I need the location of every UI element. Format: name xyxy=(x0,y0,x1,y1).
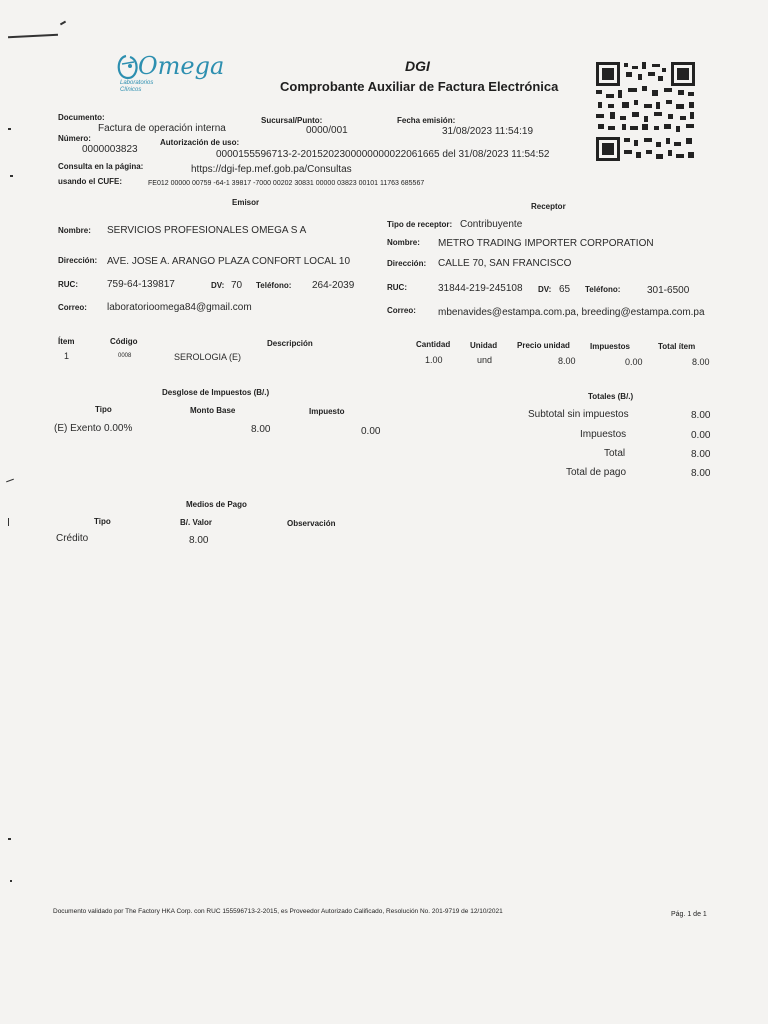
items-header-cantidad: Cantidad xyxy=(416,340,451,349)
documento-label: Documento: xyxy=(58,113,105,122)
emisor-direccion-value: AVE. JOSE A. ARANGO PLAZA CONFORT LOCAL 10 xyxy=(107,256,351,267)
receptor-direccion-value: CALLE 70, SAN FRANCISCO xyxy=(438,258,572,269)
item-total: 8.00 xyxy=(692,357,710,367)
autorizacion-value: 0000155596713-2-2015202300000000022061665 del 31/08/2023 11:54:52 xyxy=(216,149,550,160)
emisor-telefono-label: Teléfono: xyxy=(256,281,292,290)
scan-mark xyxy=(10,880,12,882)
emisor-ruc-value: 759-64-139817 xyxy=(107,279,175,290)
total-value: 8.00 xyxy=(691,449,711,460)
item-description: SEROLOGIA (E) xyxy=(174,352,242,362)
receptor-nombre-value: METRO TRADING IMPORTER CORPORATION xyxy=(438,238,654,249)
impuestos-total-value: 0.00 xyxy=(691,430,711,441)
cufe-label: usando el CUFE: xyxy=(58,177,123,186)
totales-title: Totales (B/.) xyxy=(588,392,634,401)
qr-code xyxy=(594,60,697,163)
consulta-value: https://dgi-fep.mef.gob.pa/Consultas xyxy=(191,164,352,175)
numero-label: Número: xyxy=(58,134,91,143)
items-header-precio: Precio unidad xyxy=(517,341,570,350)
impuestos-tipo: (E) Exento 0.00% xyxy=(54,423,133,434)
numero-value: 0000003823 xyxy=(82,144,138,155)
medios-tipo: Crédito xyxy=(56,533,89,544)
scan-mark xyxy=(8,518,9,526)
agency-name: DGI xyxy=(405,58,430,74)
receptor-section-title: Receptor xyxy=(531,202,566,211)
footer-validation: Documento validado por The Factory HKA Corp. con RUC 155596713-2-2015, es Proveedor Autorizado Calificado, Resolución No. 201-9719 de 12/10/2021 xyxy=(53,908,503,915)
consulta-label: Consulta en la página: xyxy=(58,162,144,171)
medios-pago-title: Medios de Pago xyxy=(186,500,247,509)
emisor-correo-label: Correo: xyxy=(58,303,87,312)
impuestos-impuesto: 0.00 xyxy=(361,426,381,437)
item-number: 1 xyxy=(64,351,70,361)
autorizacion-label: Autorización de uso: xyxy=(160,138,240,147)
documento-value: Factura de operación interna xyxy=(98,123,226,134)
logo-text: Omega xyxy=(138,52,225,80)
item-price: 8.00 xyxy=(558,356,576,366)
scan-mark xyxy=(60,21,66,26)
items-header-codigo: Código xyxy=(110,337,138,346)
receptor-tipo-label: Tipo de receptor: xyxy=(387,220,453,229)
sucursal-label: Sucursal/Punto: xyxy=(261,116,323,125)
scan-mark xyxy=(8,838,11,840)
receptor-telefono-label: Teléfono: xyxy=(585,285,621,294)
item-quantity: 1.00 xyxy=(425,355,443,365)
item-unit: und xyxy=(477,355,493,365)
impuestos-title: Desglose de Impuestos (B/.) xyxy=(162,388,270,397)
receptor-tipo-value: Contribuyente xyxy=(460,219,523,230)
item-code: 0008 xyxy=(118,353,132,359)
receptor-nombre-label: Nombre: xyxy=(387,238,420,247)
emisor-ruc-label: RUC: xyxy=(58,280,78,289)
sucursal-value: 0000/001 xyxy=(306,125,348,136)
impuestos-total-label: Impuestos xyxy=(580,429,627,440)
impuestos-header-monto: Monto Base xyxy=(190,406,236,415)
scan-mark xyxy=(8,128,11,130)
subtotal-label: Subtotal sin impuestos xyxy=(528,409,629,420)
fecha-value: 31/08/2023 11:54:19 xyxy=(442,126,534,137)
subtotal-value: 8.00 xyxy=(691,410,711,421)
emisor-telefono-value: 264-2039 xyxy=(312,280,355,291)
receptor-dv-label: DV: xyxy=(538,285,552,294)
emisor-dv-label: DV: xyxy=(211,281,225,290)
impuestos-header-impuesto: Impuesto xyxy=(309,407,345,416)
medios-valor: 8.00 xyxy=(189,535,209,546)
items-header-total: Total ítem xyxy=(658,342,696,351)
emisor-nombre-label: Nombre: xyxy=(58,226,91,235)
emisor-nombre-value: SERVICIOS PROFESIONALES OMEGA S A xyxy=(107,225,307,236)
cufe-value: FE012 00000 00759 -64-1 39817 -7000 00202 30831 00000 03823 00101 11763 685567 xyxy=(148,180,425,187)
total-pago-value: 8.00 xyxy=(691,468,711,479)
emisor-dv-value: 70 xyxy=(231,280,243,291)
receptor-dv-value: 65 xyxy=(559,284,571,295)
medios-header-observacion: Observación xyxy=(287,519,336,528)
logo-subtext: Laboratorios Clínicos xyxy=(120,80,154,93)
fecha-label: Fecha emisión: xyxy=(397,116,456,125)
item-tax: 0.00 xyxy=(625,357,643,367)
total-pago-label: Total de pago xyxy=(566,467,627,478)
receptor-telefono-value: 301-6500 xyxy=(647,285,690,296)
total-label: Total xyxy=(604,448,626,459)
emisor-direccion-label: Dirección: xyxy=(58,256,98,265)
items-header-impuestos: Impuestos xyxy=(590,342,631,351)
items-header-unidad: Unidad xyxy=(470,341,498,350)
items-header-descripcion: Descripción xyxy=(267,339,313,348)
impuestos-monto: 8.00 xyxy=(251,424,271,435)
emisor-section-title: Emisor xyxy=(232,198,260,207)
medios-header-tipo: Tipo xyxy=(94,517,111,526)
receptor-direccion-label: Dirección: xyxy=(387,259,427,268)
impuestos-header-tipo: Tipo xyxy=(95,405,112,414)
receptor-ruc-label: RUC: xyxy=(387,283,407,292)
medios-header-valor: B/. Valor xyxy=(180,518,213,527)
receptor-correo-label: Correo: xyxy=(387,306,416,315)
scan-mark xyxy=(8,34,58,39)
document-title: Comprobante Auxiliar de Factura Electrónica xyxy=(280,79,559,94)
emisor-correo-value: laboratorioomega84@gmail.com xyxy=(107,302,252,313)
company-logo xyxy=(112,48,225,98)
qr-code-icon xyxy=(594,60,697,163)
scan-mark xyxy=(6,479,14,483)
items-header-item: Ítem xyxy=(58,337,75,346)
page-number: Pág. 1 de 1 xyxy=(671,911,707,918)
receptor-correo-value: mbenavides@estampa.com.pa, breeding@estampa.com.pa xyxy=(438,307,705,318)
receptor-ruc-value: 31844-219-245108 xyxy=(438,283,523,294)
scan-mark xyxy=(10,175,13,177)
